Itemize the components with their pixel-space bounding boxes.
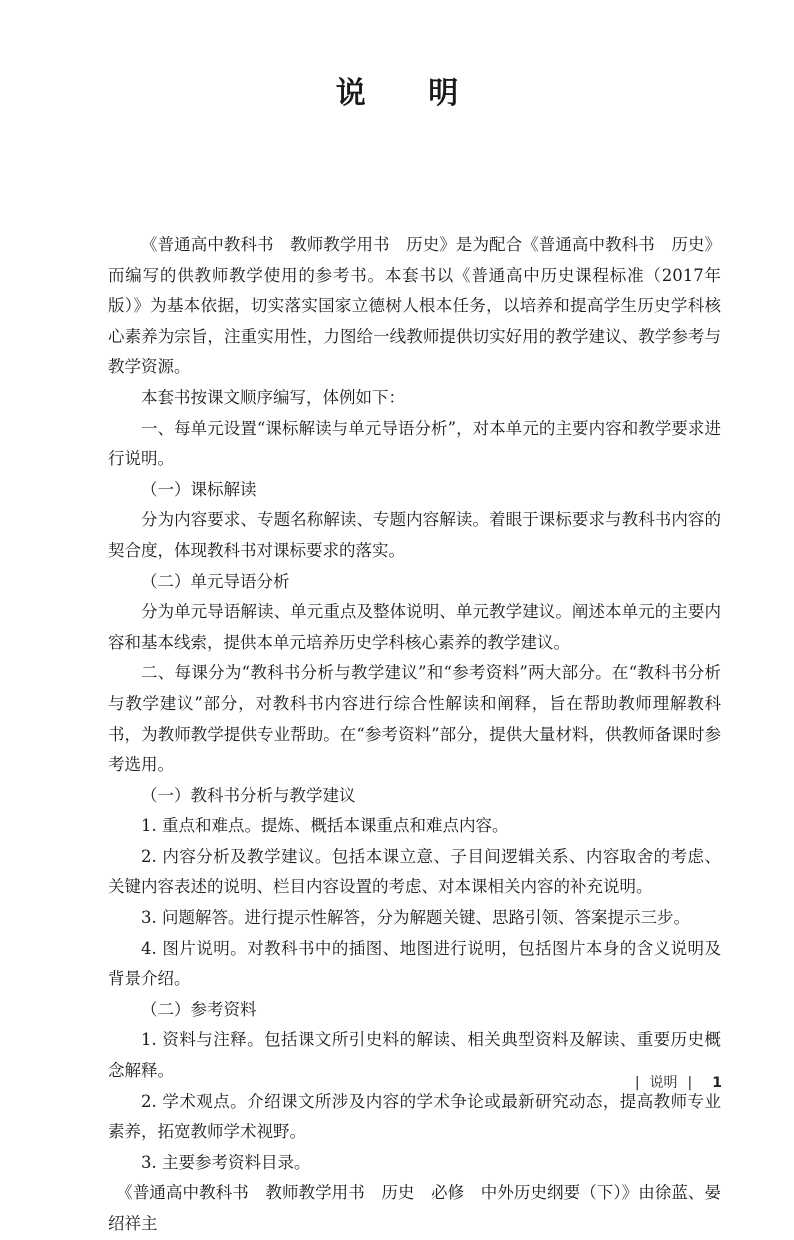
paragraph-curriculum: 分为内容要求、专题名称解读、专题内容解读。着眼于课标要求与教科书内容的契合度，体现教科书对课标要求的落实。 xyxy=(108,510,721,560)
paragraph-structure: 本套书按课文顺序编写，体例如下： xyxy=(141,387,405,407)
list-item: 1. 重点和难点。提炼、概括本课重点和难点内容。 xyxy=(141,816,509,836)
list-item: 3. 问题解答。进行提示性解答，分为解题关键、思路引领、答案提示三步。 xyxy=(141,908,690,928)
subheading-unit-intro: （二）单元导语分析 xyxy=(141,571,290,591)
paragraph-intro: 《普通高中教科书 教师教学用书 历史》是为配合《普通高中教科书 历史》而编写的供教师教学使用的参考书。本套书以《普通高中历史课程标准（2017年版）》为基本依据，切实落实国家立德树人根本任务，以培养和提高学生历史学科核心素养为宗旨，注重实用性，力图给一线教师提供切实好用的教学建议、教学参考与教学资源。 xyxy=(108,235,721,377)
subheading-curriculum: （一）课标解读 xyxy=(141,479,257,499)
footer-divider: | xyxy=(634,1075,640,1091)
list-item: 1. 资料与注释。包括课文所引史料的解读、相关典型资料及解读、重要历史概念解释。 xyxy=(108,1030,721,1081)
paragraph-section-one: 一、每单元设置“课标解读与单元导语分析”，对本单元的主要内容和教学要求进行说明。 xyxy=(108,418,721,469)
paragraph-unit-intro: 分为单元导语解读、单元重点及整体说明、单元教学建议。阐述本单元的主要内容和基本线索，提供本单元培养历史学科核心素养的教学建议。 xyxy=(108,602,721,652)
list-item: 2. 学术观点。介绍课文所涉及内容的学术争论或最新研究动态，提高教师专业素养，拓宽教师学术视野。 xyxy=(108,1091,721,1142)
subheading-references: （二）参考资料 xyxy=(141,999,257,1019)
page-footer xyxy=(625,1072,722,1092)
list-item: 3. 主要参考资料目录。 xyxy=(141,1152,311,1172)
list-item: 4. 图片说明。对教科书中的插图、地图进行说明，包括图片本身的含义说明及背景介绍。 xyxy=(108,938,721,989)
paragraph-authors: 《普通高中教科书 教师教学用书 历史 必修 中外历史纲要（下）》由徐蓝、晏绍祥主 xyxy=(108,1183,721,1233)
subheading-textbook-analysis: （一）教科书分析与教学建议 xyxy=(141,785,356,805)
list-item: 2. 内容分析及教学建议。包括本课立意、子目间逻辑关系、内容取舍的考虑、关键内容表述的说明、栏目内容设置的考虑、对本课相关内容的补充说明。 xyxy=(108,846,721,897)
footer-divider: | xyxy=(687,1075,693,1091)
page-title: 说 明 xyxy=(335,76,485,111)
footer-section-label: 说明 xyxy=(649,1075,678,1091)
paragraph-section-two: 二、每课分为“教科书分析与教学建议”和“参考资料”两大部分。在“教科书分析与教学建议”部分，对教科书内容进行综合性解读和阐释，旨在帮助教师理解教科书，为教师教学提供专业帮助。在“参考资料”部分，提供大量材料，供教师备课时参考选用。 xyxy=(108,663,721,775)
page-number: 1 xyxy=(712,1075,722,1091)
